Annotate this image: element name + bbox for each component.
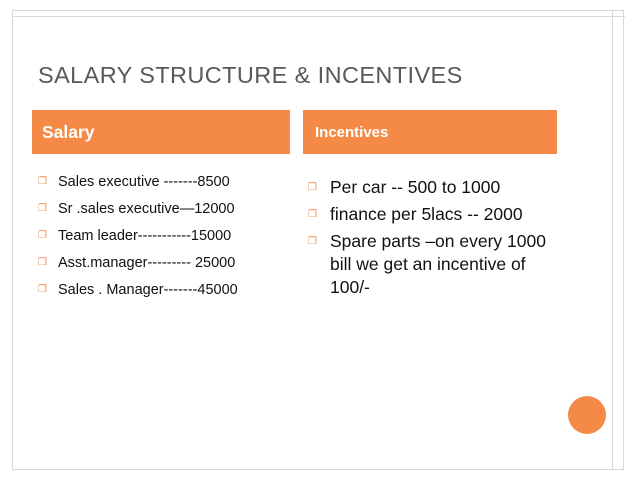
bullet-icon: ❒: [38, 176, 47, 187]
slide-title: SALARY STRUCTURE & INCENTIVES: [38, 62, 463, 88]
list-item: [38, 199, 298, 219]
bullet-icon: ❒: [308, 182, 317, 193]
list-item: [308, 203, 560, 226]
salary-item: Sales . Manager-------45000: [58, 282, 238, 298]
bullet-icon: ❒: [38, 257, 47, 268]
bullet-icon: ❒: [308, 209, 317, 220]
salary-item: Team leader-----------15000: [58, 228, 232, 244]
frame-top-line: [12, 16, 625, 17]
salary-list: [38, 172, 298, 307]
frame-right-line: [612, 10, 613, 470]
bullet-icon: ❒: [38, 203, 47, 214]
incentive-item: finance per 5lacs -- 2000: [330, 204, 523, 224]
salary-item: Asst.manager--------- 25000: [58, 255, 236, 271]
bullet-icon: ❒: [38, 284, 47, 295]
list-item: [38, 280, 298, 300]
decorative-circle: [568, 396, 606, 434]
salary-header: [32, 110, 290, 154]
incentive-item: Per car -- 500 to 1000: [330, 177, 501, 197]
bullet-icon: ❒: [308, 236, 317, 247]
bullet-icon: ❒: [38, 230, 47, 241]
incentives-header: [303, 110, 557, 154]
list-item: [38, 172, 298, 192]
salary-item: Sales executive -------8500: [58, 174, 230, 190]
list-item: [308, 176, 560, 199]
list-item: [38, 226, 298, 246]
incentive-item: Spare parts –on every 1000 bill we get an incentive of 100/-: [330, 231, 546, 297]
salary-header-label: Salary: [42, 121, 95, 142]
list-item: [308, 230, 560, 299]
incentives-list: [308, 176, 560, 303]
list-item: [38, 253, 298, 273]
salary-item: Sr .sales executive—12000: [58, 201, 235, 217]
incentives-header-label: Incentives: [315, 123, 389, 141]
